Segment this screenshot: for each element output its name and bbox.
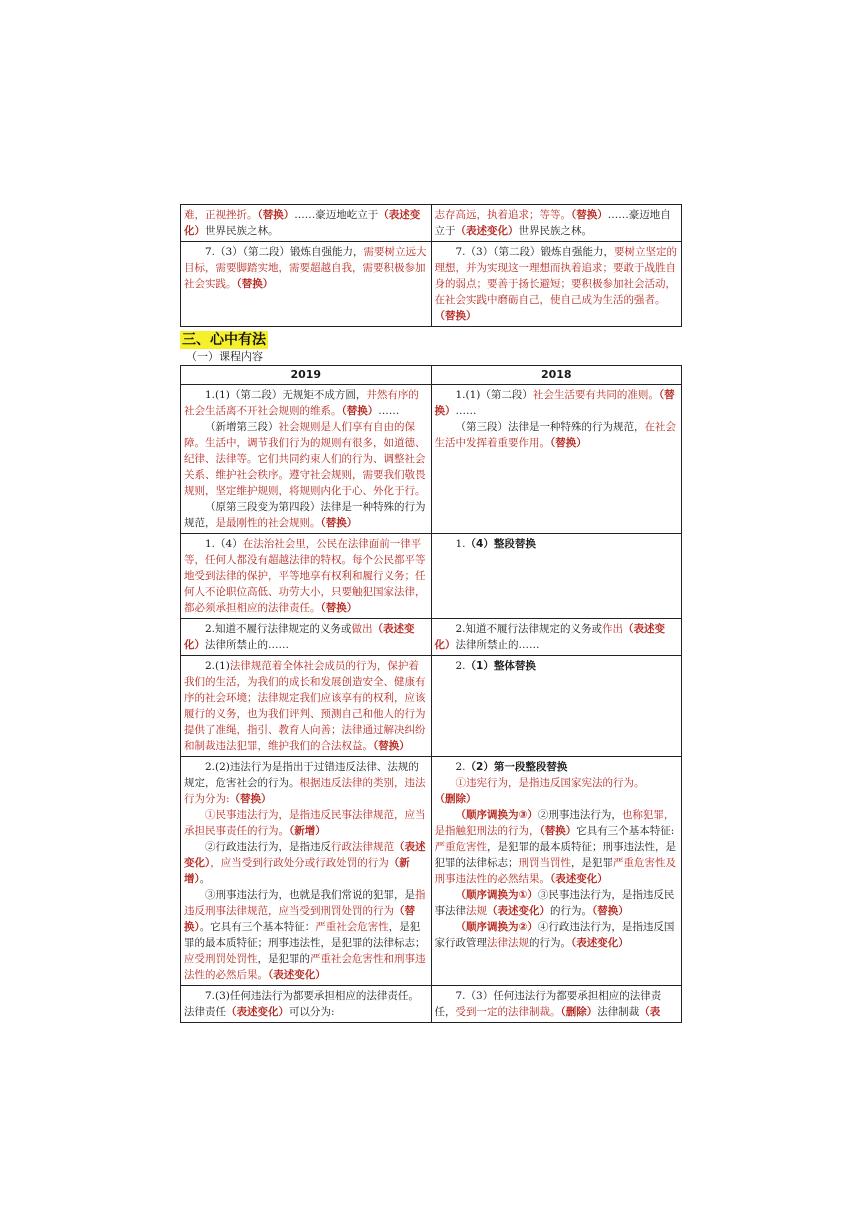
cell-2018 — [431, 757, 682, 986]
text-run: 。 — [199, 873, 211, 885]
text-run: 7.(3)任何违法行为都要承担相应的法律责任。法律责任 — [184, 990, 419, 1018]
cell-paragraph — [435, 207, 679, 239]
text-run: （第三段）法律是一种特殊的行为规范， — [455, 421, 645, 433]
change-tag: （1）整体替换 — [465, 660, 536, 672]
cell-2018 — [431, 656, 682, 757]
change-tag: （替换） — [373, 740, 410, 752]
text-run: 法律所禁止的…… — [455, 639, 540, 651]
changed-text: 严重社会危害性和刑事违法性的必然后果。 — [184, 953, 426, 981]
changed-text: 法律法规 — [487, 937, 529, 949]
section-header — [180, 327, 682, 349]
text-run: 7.（3）（第二段）锻炼自强能力， — [455, 246, 614, 258]
changed-text: 应受刑罚处罚性 — [184, 953, 258, 965]
changed-text: 井然有序的社会生活离不开社会规则的维系。 — [184, 389, 419, 417]
text-run: 2.知道不履行法律规定的义务或 — [205, 623, 352, 635]
cell-paragraph — [184, 658, 428, 754]
text-run: ③刑事违法行为，也就是我们常说的犯罪，是 — [205, 889, 415, 901]
cell-2019 — [181, 619, 432, 656]
table-row — [181, 619, 682, 656]
change-tag: （表述变化） — [184, 209, 421, 237]
change-tag: （替换） — [434, 389, 675, 417]
changed-text: 刑罚当罚性 — [518, 857, 571, 869]
changed-text: 法律规范着全体社会成员的行为，保护着我们的生活，为我们的成长和发展创造安全、健康有序的社会环境；法律规定我们应该享有的权利，应该履行的义务，也为我们评判、预测自己和他人的行为提供了准绳，指引、教育人向善；法律通过解决纠纷和制裁违法犯罪，维护我们的合法权益。 — [184, 660, 426, 752]
changed-text: 做出 — [351, 623, 373, 635]
change-tag: （替换） — [236, 278, 274, 290]
text-run: 7.（3）任何违法行为都要承担相应的法律责任， — [434, 990, 662, 1018]
text-run: ③民事违法行为，是指违反民事法律 — [434, 889, 675, 917]
cell-2019 — [181, 656, 432, 757]
changed-text: 社会生活要有共同的准则。 — [532, 389, 659, 401]
table-row — [181, 757, 682, 986]
text-run: ②行政违法行为，是指违反 — [205, 841, 331, 853]
text-run: 法律所禁止的…… — [205, 639, 289, 651]
column-header-2019: 2019 — [181, 366, 432, 385]
cell-paragraph — [184, 887, 428, 983]
changed-text: 要树立坚定的理想，并为实现这一理想而执着追求；要敢于战胜自身的弱点；要善于扬长避短；要积极参加社会活动，在社会实践中磨砺自己，使自己成为生活的强者。 — [434, 246, 677, 306]
text-run: 7.（3）（第二段）锻炼自强能力， — [205, 246, 364, 258]
cell-paragraph — [184, 807, 428, 839]
table-row — [181, 986, 682, 1023]
header-row — [181, 366, 682, 385]
text-run: 的行为。 — [529, 937, 571, 949]
cell-paragraph — [435, 658, 679, 674]
text-run: …… — [455, 405, 477, 417]
change-tag: （顺序调换为③） — [455, 809, 538, 821]
changed-text: 在法治社会里，公民在法律面前一律平等，任何人都没有超越法律的特权。每个公民都平等地受到法律的保护，平等地享有权利和履行义务；任何人不论职位高低、功劳大小，只要触犯国家法律，都必须承担相应的法律责任。 — [184, 538, 426, 614]
text-run: …… — [378, 405, 400, 417]
changed-text: 受到一定的法律制裁。 — [455, 1006, 561, 1018]
cell-paragraph — [435, 419, 679, 451]
text-run: ……豪迈地自立于 — [434, 209, 671, 237]
change-tag: （表述变化） — [184, 623, 415, 651]
changed-text: 志存高远，执着追求；等等。 — [434, 209, 571, 221]
cell-2018 — [431, 242, 682, 327]
change-tag: （表述变化） — [268, 969, 326, 981]
cell-paragraph — [435, 536, 679, 552]
change-tag: （替换） — [229, 793, 272, 805]
cell-paragraph — [184, 419, 428, 499]
cell-paragraph — [435, 759, 679, 775]
change-tag: （新增） — [184, 857, 410, 885]
cell-paragraph — [435, 807, 679, 887]
cell-paragraph — [184, 499, 428, 531]
change-tag: （表述变化） — [226, 1006, 289, 1018]
cell-paragraph — [184, 988, 428, 1020]
text-run: 可以分为: — [289, 1006, 335, 1018]
change-tag: （4）整段替换 — [465, 538, 536, 550]
text-run: 世界民族之林。 — [518, 225, 592, 237]
table-row — [181, 385, 682, 534]
changed-text: 作出 — [602, 623, 624, 635]
change-tag: （替换） — [434, 310, 477, 322]
changed-text: 需要树立远大目标，需要脚踏实地，需要超越自我，需要积极参加社会实践。 — [184, 246, 427, 290]
change-tag: （表述变化） — [184, 841, 426, 869]
change-tag: （表述变化） — [455, 225, 519, 237]
document-page — [180, 204, 682, 1023]
cell-paragraph — [435, 387, 679, 419]
change-tag: （顺序调换为①） — [455, 889, 538, 901]
text-run: 2. — [455, 660, 466, 672]
text-run: 法律制裁 — [597, 1006, 640, 1018]
cell-paragraph — [184, 207, 428, 239]
change-tag: （表述变化） — [571, 937, 629, 949]
cell-2018 — [431, 986, 682, 1023]
changed-text: 社会规则是人们享有自由的保障。生活中，调节我们行为的规则有很多，如道德、纪律、法律等。它们共同约束人们的行为、调整社会关系、维护社会秩序。遵守社会规则，需要我们敬畏规则，坚定维护规则，将规则内化于心、外化于行。 — [184, 421, 426, 497]
cell-2018 — [431, 534, 682, 619]
text-run: 2.(2)违法行为是指出于过错违反法律、法规的规定，危害社会的行为。 — [184, 761, 419, 789]
text-run: ，是犯罪的最本质特征；刑事违法性，是犯罪的法律标志； — [184, 921, 426, 949]
cell-2018 — [431, 619, 682, 656]
change-tag: （删除） — [434, 793, 477, 805]
changed-text: 严重社会危害性 — [315, 921, 389, 933]
text-run: ④行政违法行为，是指违反国家行政管理 — [434, 921, 675, 949]
changed-text: 法规 — [466, 905, 487, 917]
text-run: 。它具有三个基本特征： — [199, 921, 316, 933]
text-run: ，是犯罪的最本质特征；刑事违法性，是犯罪的法律标志； — [434, 841, 676, 869]
text-run: 它具有三个基本特征: — [576, 825, 675, 837]
change-tag: （新增） — [289, 825, 326, 837]
column-header-2018: 2018 — [431, 366, 682, 385]
table-row — [181, 205, 682, 242]
changed-text: 在社会生活中发挥着重要作用。 — [434, 421, 676, 449]
cell-2019 — [181, 757, 432, 986]
section-title: 三、心中有法 — [182, 332, 266, 348]
change-tag: （替换） — [184, 905, 415, 933]
table-row — [181, 242, 682, 327]
cell-2019 — [181, 205, 432, 242]
text-run: 2. — [455, 761, 466, 773]
main-comparison-table — [180, 365, 682, 1023]
change-tag: （表述变化） — [487, 905, 550, 917]
text-run: 1. — [455, 538, 466, 550]
change-tag: （替换） — [539, 825, 577, 837]
change-tag: （替换） — [571, 209, 608, 221]
changed-text: 是最刚性的社会规则。 — [215, 517, 321, 529]
change-tag: （2）第一段整段替换 — [465, 761, 568, 773]
cell-paragraph — [435, 775, 679, 807]
text-run: 1.(1)（第二段） — [455, 389, 533, 401]
text-run: （新增第三段） — [205, 421, 279, 433]
change-tag: （替换） — [320, 602, 358, 614]
text-run: 1.（4） — [205, 538, 243, 550]
text-run: 世界民族之林。 — [205, 225, 279, 237]
cell-paragraph — [184, 244, 428, 292]
text-run: （原第三段变为第四段）法律是一种特殊的行为规范， — [184, 501, 426, 529]
text-run: 1.(1)（第二段）无规矩不成方圆， — [205, 389, 367, 401]
top-table-body — [181, 205, 682, 327]
text-run: ，是犯罪 — [571, 857, 613, 869]
top-comparison-table — [180, 204, 682, 327]
cell-paragraph — [184, 759, 428, 807]
change-tag: （删除） — [560, 1006, 598, 1018]
changed-text: 难，正视挫折。 — [184, 209, 258, 221]
cell-paragraph — [184, 536, 428, 616]
change-tag: （替换） — [550, 437, 587, 449]
text-run: 2.知道不履行法律规定的义务或 — [455, 623, 603, 635]
cell-2019 — [181, 242, 432, 327]
cell-2019 — [181, 385, 432, 534]
cell-2019 — [181, 986, 432, 1023]
changed-text: 指违反刑事法律规范，应当受到刑罚处罚的行为 — [184, 889, 426, 917]
change-tag: （替换） — [320, 517, 358, 529]
cell-2018 — [431, 385, 682, 534]
change-tag: （替换） — [341, 405, 379, 417]
change-tag: （顺序调换为②） — [455, 921, 538, 933]
changed-text: ，应当受到行政处分或行政处罚的行为 — [210, 857, 389, 869]
change-tag: （替换） — [257, 209, 295, 221]
text-run: ……豪迈地屹立于 — [294, 209, 379, 221]
cell-paragraph — [435, 919, 679, 951]
changed-text: ①违宪行为，是指违反国家宪法的行为。 — [455, 777, 645, 789]
text-run: 的行为。 — [550, 905, 592, 917]
cell-2019 — [181, 534, 432, 619]
cell-paragraph — [435, 621, 679, 653]
changed-text: 行政法律规范 — [331, 841, 394, 853]
changed-text: 严重危害性及刑事违法性的必然结果。 — [434, 857, 676, 885]
cell-paragraph — [184, 839, 428, 887]
cell-paragraph — [435, 244, 679, 324]
change-tag: （替换） — [592, 905, 629, 917]
changed-text: 严重危害性 — [434, 841, 487, 853]
cell-paragraph — [184, 387, 428, 419]
table-row — [181, 656, 682, 757]
changed-text: 根据违反法律的类别，违法行为分为: — [184, 777, 426, 805]
cell-2018 — [431, 205, 682, 242]
text-run: 2.(1) — [205, 660, 230, 672]
main-table-body — [181, 385, 682, 1023]
change-tag: （表 — [639, 1006, 661, 1018]
cell-paragraph — [435, 887, 679, 919]
cell-paragraph — [184, 621, 428, 653]
table-row — [181, 534, 682, 619]
text-run: ，是犯罪的 — [257, 953, 310, 965]
change-tag: （表述变化） — [550, 873, 608, 885]
cell-paragraph — [435, 988, 679, 1020]
changed-text: ①民事违法行为，是指违反民事法律规范，应当承担民事责任的行为。 — [184, 809, 426, 837]
section-subtitle: （一）课程内容 — [186, 350, 263, 363]
change-tag: （表述变化） — [434, 623, 666, 651]
changed-text: 也称犯罪，是指触犯刑法的行为， — [434, 809, 675, 837]
text-run: ②刑事违法行为， — [537, 809, 622, 821]
